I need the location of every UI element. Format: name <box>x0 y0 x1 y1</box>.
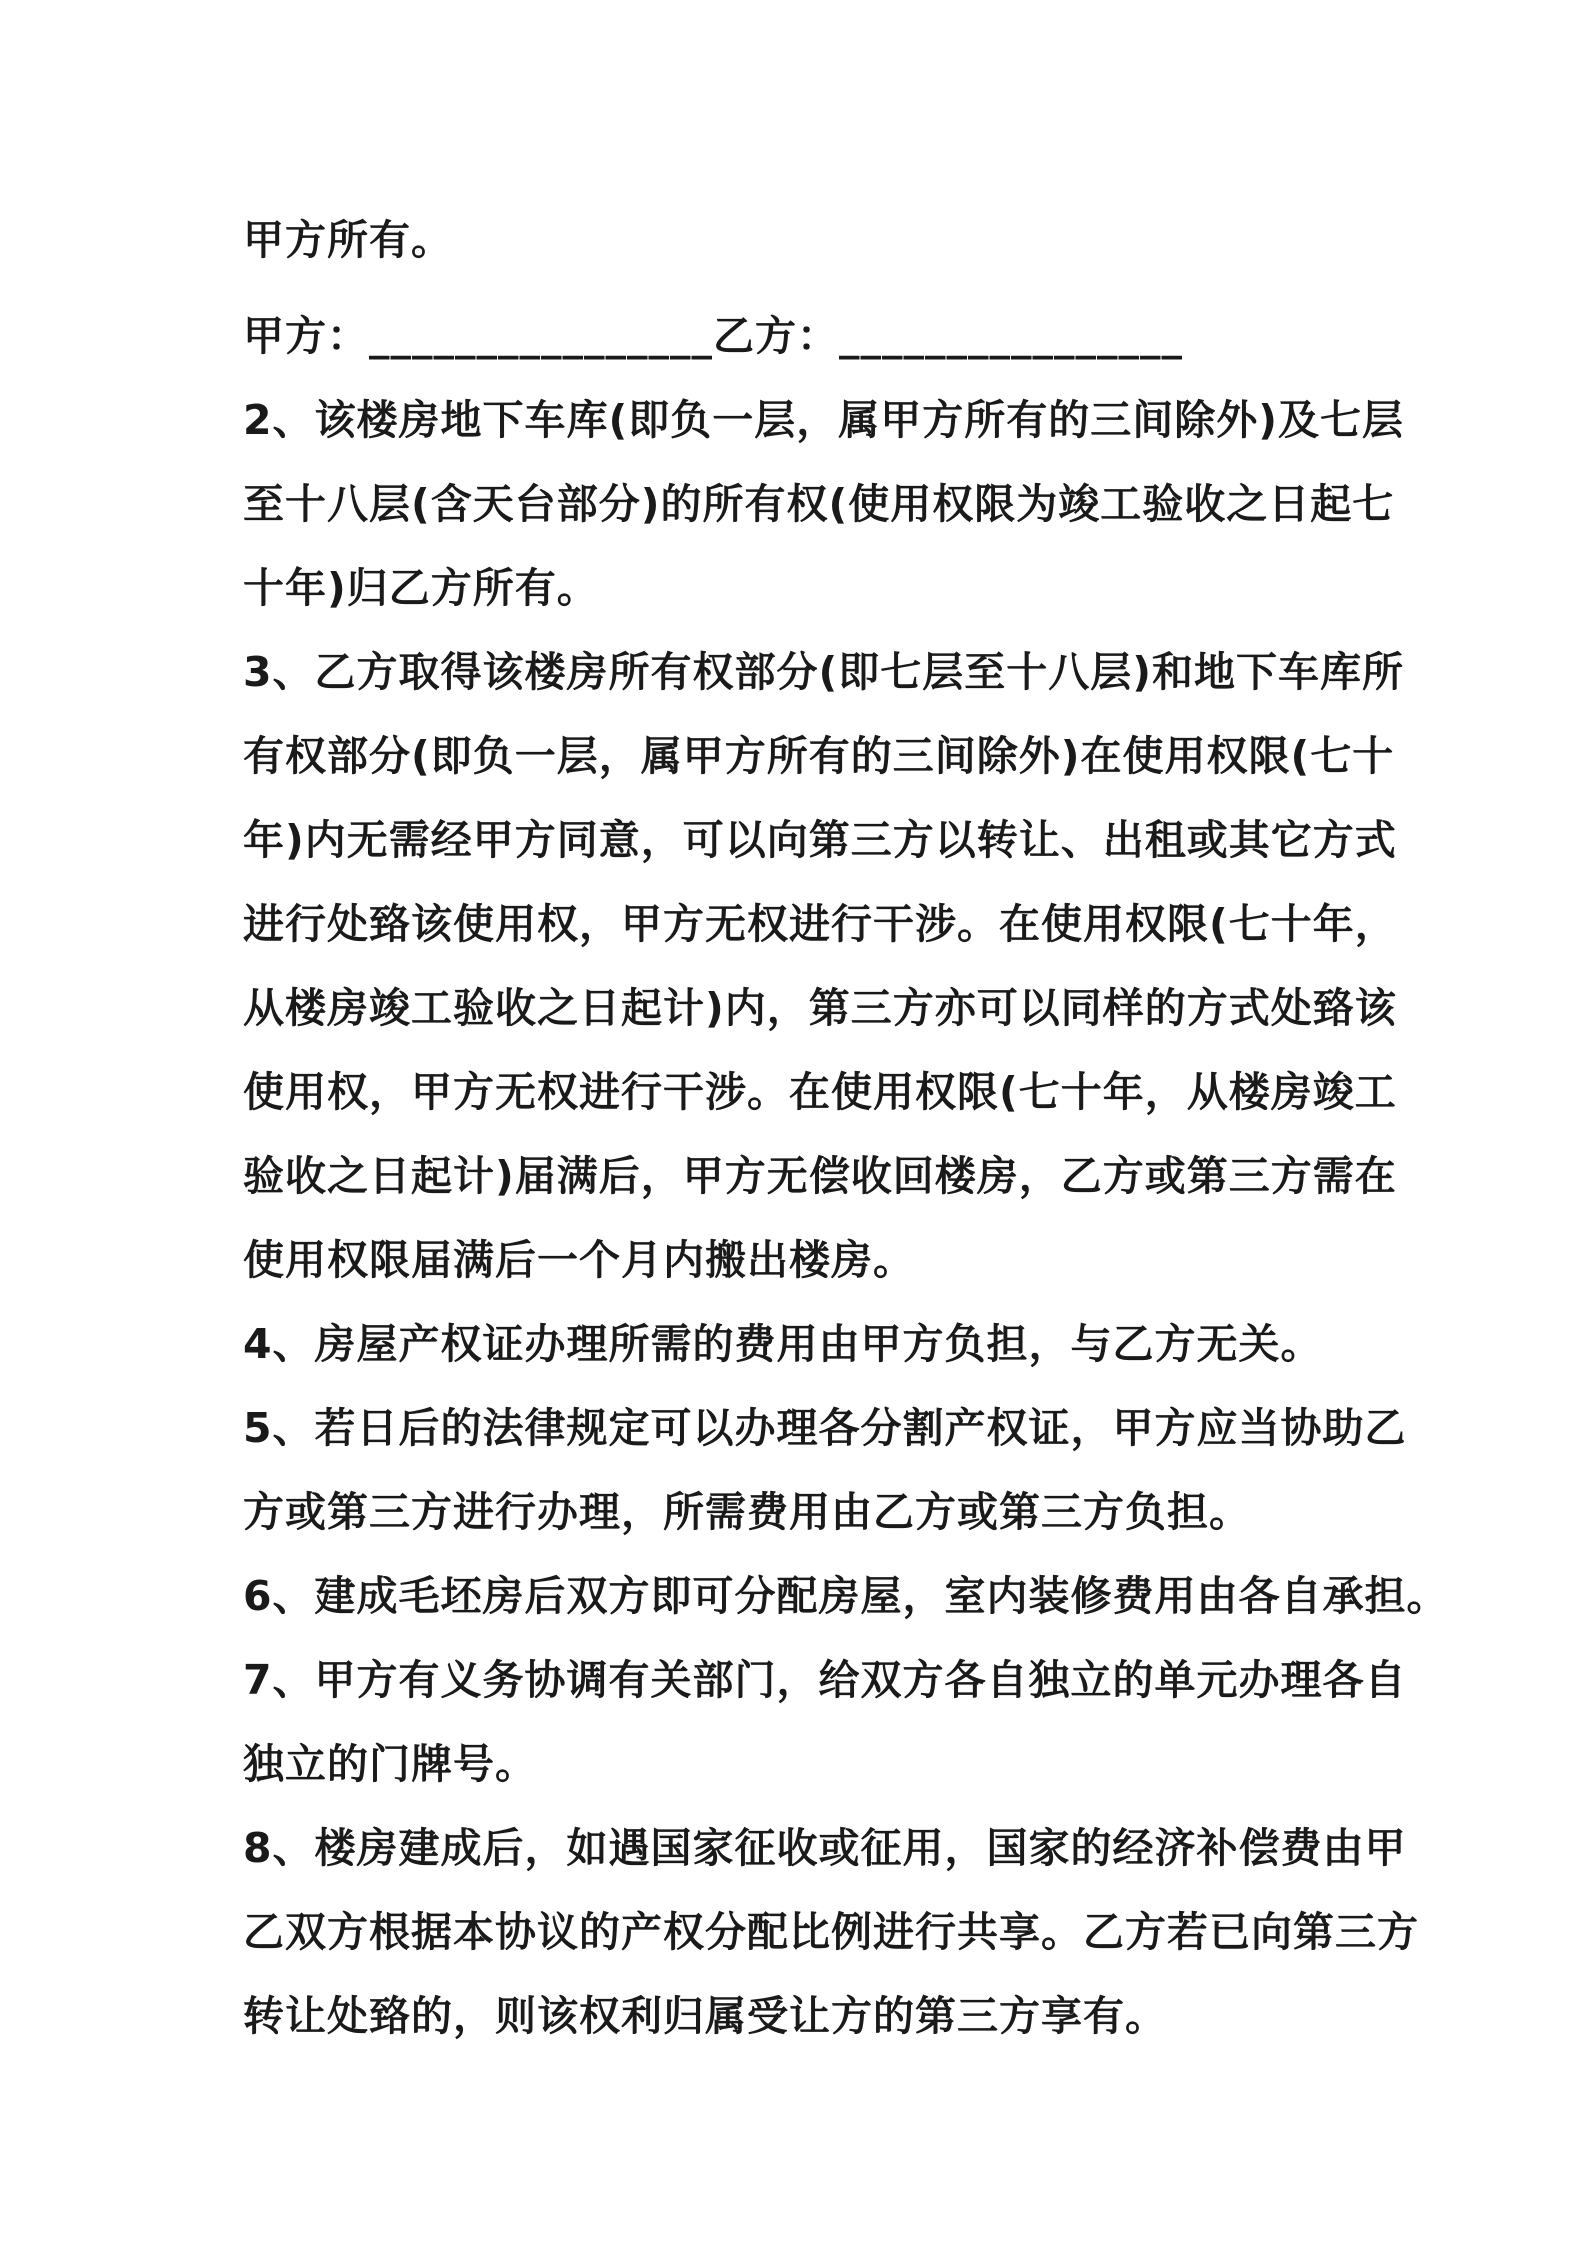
clause-3-line-5: 从楼房竣工验收之日起计)内，第三方亦可以同样的方式处臵该 <box>243 984 1397 1032</box>
clause-3-line-7: 验收之日起计)届满后，甲方无偿收回楼房，乙方或第三方需在 <box>243 1152 1397 1200</box>
clause-3-line-6: 使用权，甲方无权进行干涉。在使用权限(七十年，从楼房竣工 <box>243 1068 1397 1116</box>
clause-7-line-1: 7、甲方有义务协调有关部门，给双方各自独立的单元办理各自 <box>243 1656 1407 1704</box>
clause-3-line-2: 有权部分(即负一层，属甲方所有的三间除外)在使用权限(七十 <box>243 732 1395 780</box>
clause-3-line-3: 年)内无需经甲方同意，可以向第三方以转让、出租或其它方式 <box>243 816 1397 864</box>
signature-line: 甲方：________________乙方：________________ <box>243 312 1183 360</box>
clause-2-line-1: 2、该楼房地下车库(即负一层，属甲方所有的三间除外)及七层 <box>243 396 1405 444</box>
clause-3-line-8: 使用权限届满后一个月内搬出楼房。 <box>243 1236 915 1284</box>
contract-text <box>243 198 1449 2058</box>
clause-3-line-4: 进行处臵该使用权，甲方无权进行干涉。在使用权限(七十年， <box>243 900 1397 948</box>
clause-8-line-1: 8、楼房建成后，如遇国家征收或征用，国家的经济补偿费由甲 <box>243 1824 1407 1872</box>
clause-8-line-3: 转让处臵的，则该权利归属受让方的第三方享有。 <box>243 1992 1167 2040</box>
clause-5-line-1: 5、若日后的法律规定可以办理各分割产权证，甲方应当协助乙 <box>243 1404 1407 1452</box>
clause-6-line-1: 6、建成毛坯房后双方即可分配房屋，室内装修费用由各自承担。 <box>243 1572 1449 1620</box>
clause-5-line-2: 方或第三方进行办理，所需费用由乙方或第三方负担。 <box>243 1488 1251 1536</box>
clause-3-line-1: 3、乙方取得该楼房所有权部分(即七层至十八层)和地下车库所 <box>243 648 1405 696</box>
clause-4-line-1: 4、房屋产权证办理所需的费用由甲方负担，与乙方无关。 <box>243 1320 1323 1368</box>
clause-7-line-2: 独立的门牌号。 <box>243 1740 537 1788</box>
clause-2-line-2: 至十八层(含天台部分)的所有权(使用权限为竣工验收之日起七 <box>243 480 1395 528</box>
clause-8-line-2: 乙双方根据本协议的产权分配比例进行共享。乙方若已向第三方 <box>243 1908 1419 1956</box>
text-line: 甲方所有。 <box>243 216 453 264</box>
clause-2-line-3: 十年)归乙方所有。 <box>243 564 599 612</box>
